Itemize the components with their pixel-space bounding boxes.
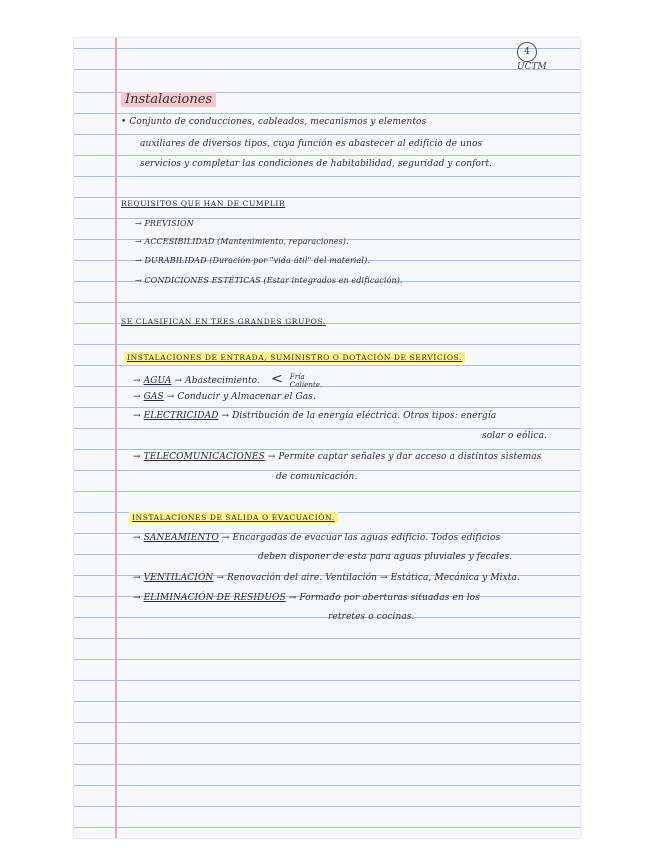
agua-options	[290, 373, 323, 389]
telecom-text: → Permite captar señales y dar acceso a distintos sistemas	[267, 452, 542, 462]
intro-line: servicios y completar las condiciones de habitabilidad, seguridad y confort.	[140, 159, 493, 169]
page-number: 4	[517, 42, 537, 62]
gas-item	[133, 392, 316, 402]
gas-text: → Conducir y Almacenar el Gas.	[166, 392, 316, 402]
residuos-cont: retretes o cocinas.	[328, 612, 415, 622]
page-title: Instalaciones	[121, 92, 216, 107]
requisito-item: → CONDICIONES ESTÉTICAS (Estar integrados en edificación).	[135, 276, 403, 285]
saneamiento-cont: deben disponer de esta para aguas pluviales y fecales.	[258, 552, 513, 562]
requisito-item: → PREVISIÓN	[135, 219, 194, 228]
telecom-label: TELECOMUNICACIONES	[143, 452, 265, 462]
intro-line: • Conjunto de conducciones, cableados, mecanismos y elementos	[121, 117, 427, 127]
ventilacion-label: VENTILACIÓN	[143, 573, 214, 583]
arrow-icon: →	[133, 376, 141, 386]
electricidad-label: ELECTRICIDAD	[143, 411, 219, 421]
grupo2-heading: INSTALACIONES DE SALIDA O EVACUACIÓN.	[129, 512, 338, 523]
telecom-cont: de comunicación.	[276, 472, 358, 482]
saneamiento-item	[133, 533, 500, 543]
intro-line: auxiliares de diversos tipos, cuya función es abastecer al edificio de unos	[140, 139, 483, 149]
residuos-label: ELIMINACIÓN DE RESIDUOS	[143, 593, 286, 603]
electricidad-cont: solar o eólica.	[482, 431, 547, 441]
residuos-item	[133, 593, 480, 603]
requisito-item: → ACCESIBILIDAD (Mantenimiento, reparaciones).	[135, 237, 349, 246]
gas-label: GAS	[143, 392, 164, 402]
arrow-icon: →	[133, 573, 141, 583]
bracket-icon: <	[270, 371, 283, 387]
residuos-text: → Formado por aberturas situadas en los	[288, 593, 480, 603]
grupo1-heading: INSTALACIONES DE ENTRADA, SUMINISTRO O DOTACIÓN DE SERVICIOS.	[124, 352, 465, 363]
arrow-icon: →	[133, 411, 141, 421]
requisito-item: → DURABILIDAD (Duración por "vida útil" del material).	[135, 256, 370, 265]
agua-fria: Fría	[289, 372, 305, 381]
arrow-icon: →	[133, 593, 141, 603]
arrow-icon: →	[133, 452, 141, 462]
agua-item	[133, 371, 323, 389]
electricidad-text: → Distribución de la energía eléctrica. Otros tipos: energía	[221, 411, 497, 421]
arrow-icon: →	[133, 392, 141, 402]
telecom-item	[133, 452, 541, 462]
saneamiento-label: SANEAMIENTO	[143, 533, 219, 543]
agua-label: AGUA	[143, 376, 172, 386]
page-code: UCTM	[517, 62, 547, 72]
agua-caliente: Caliente.	[289, 380, 323, 389]
ventilacion-item	[133, 573, 520, 583]
ventilacion-text: → Renovación del aire. Ventilación → Estática, Mecánica y Mixta.	[216, 573, 520, 583]
agua-text: → Abastecimiento.	[174, 376, 260, 386]
margin-line	[115, 38, 117, 838]
electricidad-item	[133, 411, 496, 421]
saneamiento-text: → Encargadas de evacuar las aguas edificio. Todos edificios	[221, 533, 501, 543]
arrow-icon: →	[133, 533, 141, 543]
clasificacion-text: SE CLASIFICAN EN TRES GRANDES GRUPOS.	[121, 317, 326, 326]
requisitos-heading: REQUISITOS QUE HAN DE CUMPLIR	[121, 199, 286, 208]
